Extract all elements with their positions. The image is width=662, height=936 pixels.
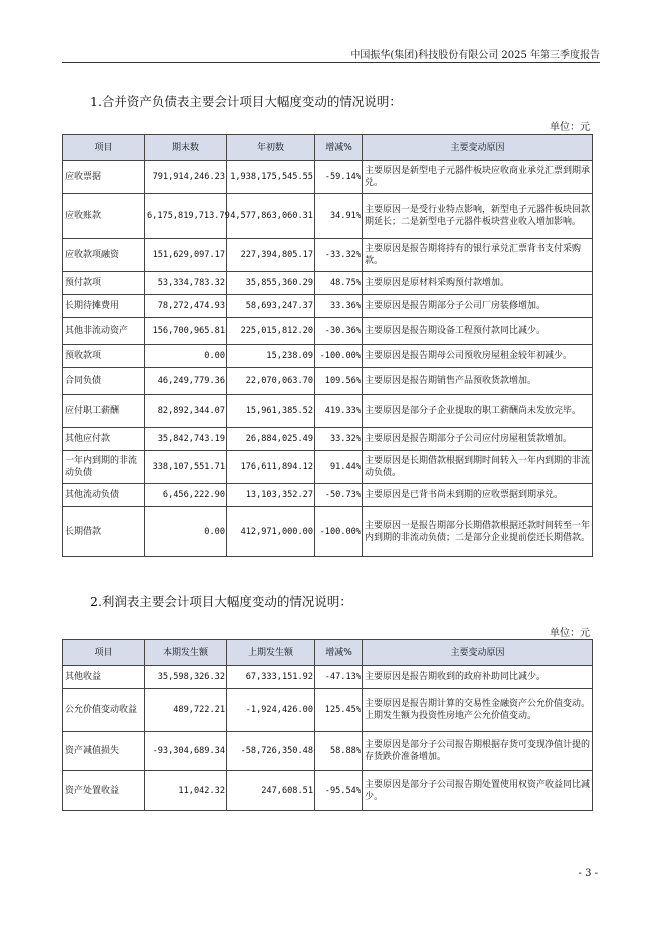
table-row <box>63 428 593 451</box>
cell-reason: 主要原因是原材料采购预付款增加。 <box>363 272 593 295</box>
cell-reason: 主要原因是部分子企业提取的职工薪酬尚未发放完毕。 <box>363 395 593 428</box>
cell-end-value: 78,272,474.93 <box>145 295 227 318</box>
table-row <box>63 689 593 732</box>
column-header-item: 项目 <box>63 135 145 161</box>
table-row <box>63 395 593 428</box>
cell-change-pct: -30.36% <box>315 318 363 345</box>
table-row <box>63 507 593 557</box>
table-row <box>63 771 593 811</box>
cell-begin-value: -1,924,426.00 <box>227 689 315 732</box>
column-header-reason: 主要变动原因 <box>363 135 593 161</box>
cell-change-pct: -33.32% <box>315 239 363 272</box>
cell-reason: 主要原因是报告期部分子公司厂房装修增加。 <box>363 295 593 318</box>
cell-reason: 主要原因是已背书尚未到期的应收票据到期承兑。 <box>363 484 593 507</box>
cell-reason: 主要原因一是受行业特点影响，新型电子元器件板块回款期延长；二是新型电子元器件板块营业收入增加影响。 <box>363 194 593 239</box>
cell-end-value: 151,629,097.17 <box>145 239 227 272</box>
cell-begin-value: 227,394,805.17 <box>227 239 315 272</box>
cell-change-pct: 91.44% <box>315 451 363 484</box>
cell-begin-value: 1,938,175,545.55 <box>227 161 315 194</box>
income-statement-table <box>62 639 593 811</box>
cell-end-value: 35,842,743.19 <box>145 428 227 451</box>
column-header-begin: 上期发生额 <box>227 640 315 666</box>
cell-change-pct: -100.00% <box>315 507 363 557</box>
column-header-change: 增减% <box>315 135 363 161</box>
column-header-item: 项目 <box>63 640 145 666</box>
column-header-change: 增减% <box>315 640 363 666</box>
cell-change-pct: 33.32% <box>315 428 363 451</box>
cell-item: 应收账款 <box>63 194 145 239</box>
cell-change-pct: 125.45% <box>315 689 363 732</box>
cell-change-pct: -95.54% <box>315 771 363 811</box>
cell-item: 应收票据 <box>63 161 145 194</box>
cell-item: 应付职工薪酬 <box>63 395 145 428</box>
table-row <box>63 484 593 507</box>
cell-end-value: 35,598,326.32 <box>145 666 227 689</box>
cell-end-value: 11,042.32 <box>145 771 227 811</box>
page-number: - 3 - <box>578 868 598 879</box>
table-header-row <box>63 135 593 161</box>
cell-end-value: 46,249,779.36 <box>145 368 227 395</box>
column-header-begin: 年初数 <box>227 135 315 161</box>
cell-end-value: 0.00 <box>145 345 227 368</box>
cell-change-pct: 34.91% <box>315 194 363 239</box>
cell-item: 长期借款 <box>63 507 145 557</box>
cell-end-value: 6,456,222.90 <box>145 484 227 507</box>
cell-reason: 主要原因是报告期部分子公司应付房屋租赁款增加。 <box>363 428 593 451</box>
cell-change-pct: 33.36% <box>315 295 363 318</box>
table-row <box>63 732 593 771</box>
cell-reason: 主要原因是报告期将持有的银行承兑汇票背书支付采购款。 <box>363 239 593 272</box>
table-row <box>63 272 593 295</box>
section1-unit: 单位：元 <box>550 122 590 133</box>
cell-reason: 主要原因是报告期收到的政府补助同比减少。 <box>363 666 593 689</box>
cell-change-pct: -47.13% <box>315 666 363 689</box>
section2-title: 2.利润表主要会计项目大幅度变动的情况说明： <box>90 594 352 609</box>
cell-reason: 主要原因是部分子公司报告期处置使用权资产收益同比减少。 <box>363 771 593 811</box>
cell-end-value: 338,107,551.71 <box>145 451 227 484</box>
cell-item: 预付款项 <box>63 272 145 295</box>
cell-begin-value: 58,693,247.37 <box>227 295 315 318</box>
cell-begin-value: 13,103,352.27 <box>227 484 315 507</box>
report-header: 中国振华(集团)科技股份有限公司 2025 年第三季度报告 <box>62 46 600 63</box>
cell-change-pct: -50.73% <box>315 484 363 507</box>
cell-reason: 主要原因是报告期销售产品预收货款增加。 <box>363 368 593 395</box>
cell-begin-value: 26,884,025.49 <box>227 428 315 451</box>
cell-begin-value: 15,961,385.52 <box>227 395 315 428</box>
cell-item: 其他应付款 <box>63 428 145 451</box>
table-row <box>63 239 593 272</box>
cell-item: 一年内到期的非流动负债 <box>63 451 145 484</box>
cell-item: 长期待摊费用 <box>63 295 145 318</box>
cell-item: 预收款项 <box>63 345 145 368</box>
cell-item: 其他非流动资产 <box>63 318 145 345</box>
column-header-end: 本期发生额 <box>145 640 227 666</box>
cell-end-value: 489,722.21 <box>145 689 227 732</box>
table-row <box>63 451 593 484</box>
cell-reason: 主要原因是报告期计算的交易性金融资产公允价值变动。上期发生额为投资性房地产公允价值变动。 <box>363 689 593 732</box>
cell-begin-value: 247,608.51 <box>227 771 315 811</box>
cell-change-pct: 419.33% <box>315 395 363 428</box>
cell-begin-value: 67,333,151.92 <box>227 666 315 689</box>
cell-change-pct: 48.75% <box>315 272 363 295</box>
cell-end-value: 791,914,246.23 <box>145 161 227 194</box>
section1-title: 1.合并资产负债表主要会计项目大幅度变动的情况说明： <box>90 94 402 109</box>
cell-end-value: 156,700,965.81 <box>145 318 227 345</box>
column-header-reason: 主要变动原因 <box>363 640 593 666</box>
cell-begin-value: 225,015,812.20 <box>227 318 315 345</box>
section2-unit: 单位：元 <box>550 628 590 639</box>
cell-item: 公允价值变动收益 <box>63 689 145 732</box>
cell-begin-value: 4,577,863,060.31 <box>227 194 315 239</box>
cell-item: 合同负债 <box>63 368 145 395</box>
cell-begin-value: 22,070,063.70 <box>227 368 315 395</box>
cell-change-pct: 58.88% <box>315 732 363 771</box>
table-row <box>63 161 593 194</box>
cell-end-value: 53,334,783.32 <box>145 272 227 295</box>
cell-reason: 主要原因一是报告期部分长期借款根据还款时间转至一年内到期的非流动负债；二是部分企业提前偿还长期借款。 <box>363 507 593 557</box>
cell-begin-value: -58,726,350.48 <box>227 732 315 771</box>
table-row <box>63 368 593 395</box>
table-row <box>63 318 593 345</box>
table-header-row <box>63 640 593 666</box>
cell-item: 应收款项融资 <box>63 239 145 272</box>
cell-reason: 主要原因是报告期设备工程预付款同比减少。 <box>363 318 593 345</box>
cell-reason: 主要原因是报告期母公司预收房屋租金较年初减少。 <box>363 345 593 368</box>
cell-change-pct: -59.14% <box>315 161 363 194</box>
cell-begin-value: 15,238.09 <box>227 345 315 368</box>
cell-reason: 主要原因是部分子公司报告期根据存货可变现净值计提的存货跌价准备增加。 <box>363 732 593 771</box>
cell-item: 资产减值损失 <box>63 732 145 771</box>
cell-item: 其他流动负债 <box>63 484 145 507</box>
cell-item: 其他收益 <box>63 666 145 689</box>
table-row <box>63 194 593 239</box>
cell-begin-value: 412,971,000.00 <box>227 507 315 557</box>
cell-end-value: 6,175,819,713.79 <box>145 194 227 239</box>
cell-end-value: -93,304,689.34 <box>145 732 227 771</box>
balance-sheet-table <box>62 134 593 557</box>
table-row <box>63 345 593 368</box>
cell-end-value: 82,892,344.07 <box>145 395 227 428</box>
table-row <box>63 666 593 689</box>
cell-begin-value: 176,611,894.12 <box>227 451 315 484</box>
cell-item: 资产处置收益 <box>63 771 145 811</box>
column-header-end: 期末数 <box>145 135 227 161</box>
cell-change-pct: 109.56% <box>315 368 363 395</box>
cell-end-value: 0.00 <box>145 507 227 557</box>
cell-reason: 主要原因是新型电子元器件板块应收商业承兑汇票到期承兑。 <box>363 161 593 194</box>
cell-change-pct: -100.00% <box>315 345 363 368</box>
cell-reason: 主要原因是长期借款根据到期时间转入一年内到期的非流动负债。 <box>363 451 593 484</box>
table-row <box>63 295 593 318</box>
cell-begin-value: 35,855,360.29 <box>227 272 315 295</box>
